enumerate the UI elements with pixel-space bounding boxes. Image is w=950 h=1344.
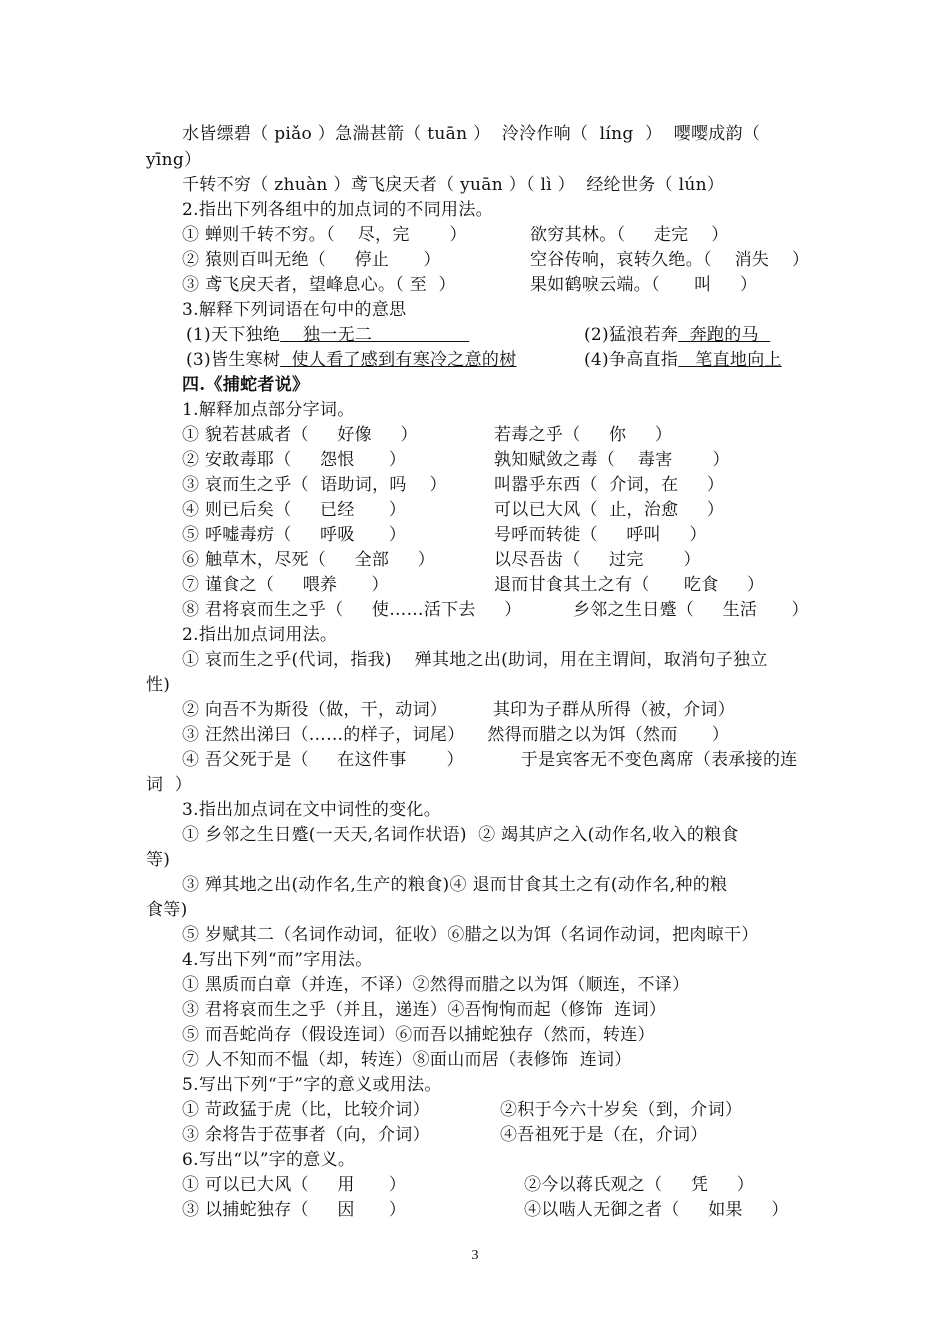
line-text: 3.解释下列词语在句中的意思 xyxy=(182,300,407,320)
line-text: ① 黑质而白章（并连，不译）②然得而腊之以为饵（顺连，不译） xyxy=(182,975,690,995)
line-text: 4.写出下列“而”字用法。 xyxy=(182,950,373,970)
text-line xyxy=(182,723,852,747)
line-text: 果如鹤唳云端。（ 叫 ） xyxy=(530,275,758,295)
line-text: ⑥ 触草木，尽死（ 全部 ） xyxy=(182,550,436,570)
text-line xyxy=(182,398,852,422)
line-text: 叫嚣乎东西（ 介词，在 ） xyxy=(494,475,725,495)
text-line-column2 xyxy=(584,348,816,372)
line-text: ② 安敢毒耶（ 怨恨 ） xyxy=(182,450,407,470)
text-line-column2 xyxy=(494,473,816,497)
text-line-column2 xyxy=(524,1173,816,1197)
text-line xyxy=(182,173,852,197)
text-line xyxy=(146,773,816,797)
line-text: ③ 余将告于莅事者（向，介词） xyxy=(182,1125,430,1145)
text-line xyxy=(182,748,852,772)
line-text: ① 可以已大风（ 用 ） xyxy=(182,1175,407,1195)
text-line-column2 xyxy=(573,598,816,622)
line-text: 若毒之乎（ 你 ） xyxy=(494,425,673,445)
line-text: 性) xyxy=(146,675,171,695)
section-heading xyxy=(182,373,852,397)
line-text: ②今以蒋氏观之（ 凭 ） xyxy=(524,1175,755,1195)
text-line-column2 xyxy=(494,498,816,522)
line-text: ⑤ 岁赋其二（名词作动词，征收）⑥腊之以为饵（名词作动词，把肉晾干） xyxy=(182,925,759,945)
text-line xyxy=(182,698,852,722)
line-text: ④ 吾父死于是（ 在这件事 ） 于是宾客无不变色离席（表承接的连 xyxy=(182,750,798,770)
text-line-column2 xyxy=(524,1198,816,1222)
line-text: ② 猿则百叫无绝（ 停止 ） xyxy=(182,250,441,270)
line-text: ④吾祖死于是（在，介词） xyxy=(500,1125,708,1145)
line-text: ① 貌若甚戚者（ 好像 ） xyxy=(182,425,418,445)
text-line xyxy=(182,298,852,322)
line-text: 可以已大风（ 止，治愈 ） xyxy=(494,500,725,520)
line-text: 等) xyxy=(146,850,171,870)
line-text: ① 哀而生之乎(代词，指我) 殚其地之出(助词，用在主谓间，取消句子独立 xyxy=(182,650,768,670)
line-text: ②积于今六十岁矣（到，介词） xyxy=(500,1100,743,1120)
text-line xyxy=(146,848,816,872)
text-line xyxy=(146,673,816,697)
text-line-column2 xyxy=(584,323,816,347)
text-line-column2 xyxy=(530,273,816,297)
line-text: 3.指出加点词在文中词性的变化。 xyxy=(182,800,442,820)
line-text: ⑧ 君将哀而生之乎（ 使……活下去 ） xyxy=(182,600,522,620)
line-text: 乡邻之生日蹙（ 生活 ） xyxy=(573,600,809,620)
text-line-column2 xyxy=(530,248,816,272)
answer-underlined: 独一无二 xyxy=(280,325,470,345)
text-line xyxy=(182,648,852,672)
text-line xyxy=(182,122,852,146)
line-text: 号呼而转徙（ 呼叫 ） xyxy=(494,525,707,545)
text-line-column2 xyxy=(494,548,816,572)
line-text: ⑤ 呼嘘毒疠（ 呼吸 ） xyxy=(182,525,407,545)
line-text: 2.指出加点词用法。 xyxy=(182,625,338,645)
text-line xyxy=(182,1073,852,1097)
line-text: 千转不穷（ zhuàn ）鸢飞戾天者（ yuān ）（ lì ） 经纶世务（ lún） xyxy=(182,175,725,195)
line-text: ① 苛政猛于虎（比，比较介词） xyxy=(182,1100,430,1120)
line-text: 6.写出“以”字的意义。 xyxy=(182,1150,356,1170)
line-text: ① 蝉则千转不穷。（ 尽，完 ） xyxy=(182,225,467,245)
text-line-column2 xyxy=(494,423,816,447)
text-line-column2 xyxy=(494,448,816,472)
line-text: ④ 则已后矣（ 已经 ） xyxy=(182,500,407,520)
line-text: ⑤ 而吾蛇尚存（假设连词）⑥而吾以捕蛇独存（然而，转连） xyxy=(182,1025,655,1045)
text-line-column2 xyxy=(494,573,816,597)
line-text: 欲穷其林。（ 走完 ） xyxy=(530,225,729,245)
line-text: (1)天下独绝 xyxy=(186,325,281,345)
line-text: 词 ） xyxy=(146,775,193,795)
text-line-column2 xyxy=(494,523,816,547)
text-line-column2 xyxy=(530,223,816,247)
text-line xyxy=(182,1023,852,1047)
line-text: ① 乡邻之生日蹙(一天天,名词作状语) ② 竭其庐之入(动作名,收入的粮食 xyxy=(182,825,739,845)
line-text: 以尽吾齿（ 过完 ） xyxy=(494,550,701,570)
text-line xyxy=(182,198,852,222)
line-text: 水皆缥碧（ piǎo ）急湍甚箭（ tuān ） 泠泠作响（ líng ） 嘤嘤成韵（ xyxy=(182,124,761,144)
line-text: ⑦ 人不知而不愠（却，转连）⑧面山而居（表修饰 连词） xyxy=(182,1050,632,1070)
answer-underlined: 笔直地向上 xyxy=(678,350,782,370)
line-text: 2.指出下列各组中的加点词的不同用法。 xyxy=(182,200,493,220)
line-text: (2)猛浪若奔 xyxy=(584,325,679,345)
line-text: ③ 殚其地之出(动作名,生产的粮食)④ 退而甘食其土之有(动作名,种的粮 xyxy=(182,875,728,895)
page-number: 3 xyxy=(471,1248,479,1263)
answer-underlined: 奔跑的马 xyxy=(678,325,771,345)
answer-underlined: 使人看了感到有寒冷之意的树 xyxy=(280,350,517,370)
text-line xyxy=(146,148,816,172)
line-text: 空谷传响，哀转久绝。（ 消失 ） xyxy=(530,250,810,270)
line-text: (4)争高直指 xyxy=(584,350,679,370)
line-text: 1.解释加点部分字词。 xyxy=(182,400,355,420)
line-text: ③ 鸢飞戾天者，望峰息心。（ 至 ） xyxy=(182,275,456,295)
text-line xyxy=(182,998,852,1022)
text-line xyxy=(146,898,816,922)
text-line xyxy=(182,973,852,997)
line-text: ③ 君将哀而生之乎（并且，递连）④吾恂恂而起（修饰 连词） xyxy=(182,1000,667,1020)
line-text: 四.《捕蛇者说》 xyxy=(182,375,310,395)
line-text: ④以啮人无御之者（ 如果 ） xyxy=(524,1200,789,1220)
line-text: 退而甘食其土之有（ 吃食 ） xyxy=(494,575,765,595)
text-line xyxy=(182,948,852,972)
line-text: (3)皆生寒树 xyxy=(186,350,281,370)
line-text: 食等) xyxy=(146,900,188,920)
line-text: ③ 汪然出涕曰（……的样子，词尾） 然得而腊之以为饵（然而 ） xyxy=(182,725,730,745)
text-line xyxy=(182,873,852,897)
line-text: ③ 以捕蛇独存（ 因 ） xyxy=(182,1200,407,1220)
text-line xyxy=(182,923,852,947)
line-text: yīng） xyxy=(146,150,202,170)
line-text: ③ 哀而生之乎（ 语助词，吗 ） xyxy=(182,475,447,495)
text-line-column2 xyxy=(500,1123,816,1147)
text-line xyxy=(182,1148,852,1172)
text-line xyxy=(182,798,852,822)
line-text: ⑦ 谨食之（ 喂养 ） xyxy=(182,575,389,595)
line-text: ② 向吾不为斯役（做，干，动词） 其印为子群从所得（被，介词） xyxy=(182,700,736,720)
line-text: 5.写出下列“于”字的意义或用法。 xyxy=(182,1075,442,1095)
text-line xyxy=(182,1048,852,1072)
text-line-column2 xyxy=(500,1098,816,1122)
text-line xyxy=(182,823,852,847)
text-line xyxy=(182,623,852,647)
line-text: 孰知赋敛之毒（ 毒害 ） xyxy=(494,450,730,470)
